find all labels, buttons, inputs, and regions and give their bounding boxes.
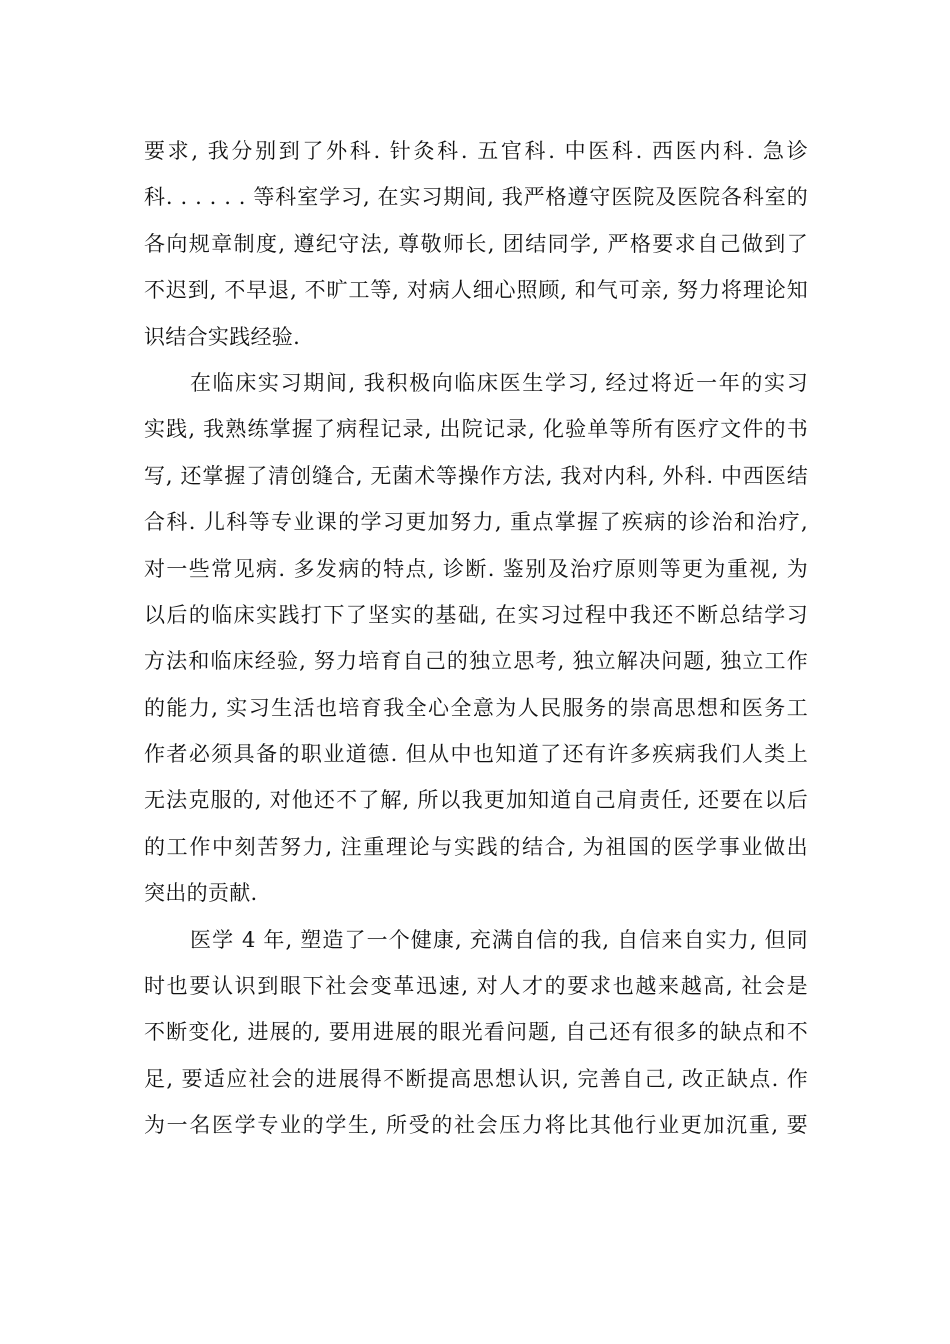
text-line: 为一名医学专业的学生, 所受的社会压力将比其他行业更加沉重, 要 — [144, 1113, 808, 1138]
text-line: 方法和临床经验, 努力培育自己的独立思考, 独立解决问题, 独立工作 — [144, 649, 808, 674]
text-line: 无法克服的, 对他还不了解, 所以我更加知道自己肩责任, 还要在以后 — [144, 788, 808, 813]
text-line: 时也要认识到眼下社会变革迅速, 对人才的要求也越来越高, 社会是 — [144, 974, 808, 999]
text-line: 不断变化, 进展的, 要用进展的眼光看问题, 自己还有很多的缺点和不 — [144, 1020, 808, 1045]
text-line: 要求, 我分别到了外科. 针灸科. 五官科. 中医科. 西医内科. 急诊 — [144, 139, 808, 163]
text-line: 在临床实习期间, 我积极向临床医生学习, 经过将近一年的实习 — [190, 370, 808, 395]
text-line: 的能力, 实习生活也培育我全心全意为人民服务的崇高思想和医务工 — [144, 695, 808, 720]
text-line: 各向规章制度, 遵纪守法, 尊敬师长, 团结同学, 严格要求自己做到了 — [144, 231, 808, 256]
text-line: 识结合实践经验. — [144, 324, 301, 349]
text-line: 写, 还掌握了清创缝合, 无菌术等操作方法, 我对内科, 外科. 中西医结 — [144, 463, 808, 488]
text-line: 以后的临床实践打下了坚实的基础, 在实习过程中我还不断总结学习 — [144, 602, 808, 627]
text-line: 突出的贡献. — [144, 881, 258, 906]
paragraph-1 — [144, 128, 808, 360]
text-line: 不迟到, 不早退, 不旷工等, 对病人细心照顾, 和气可亲, 努力将理论知 — [144, 278, 808, 303]
paragraph-2 — [144, 360, 808, 917]
text-line: 作者必须具备的职业道德. 但从中也知道了还有许多疾病我们人类上 — [144, 742, 808, 767]
text-line: 医学 4 年, 塑造了一个健康, 充满自信的我, 自信来自实力, 但同 — [190, 927, 808, 952]
text-line: 实践, 我熟练掌握了病程记录, 出院记录, 化验单等所有医疗文件的书 — [144, 417, 808, 442]
text-line: 科. . . . . . 等科室学习, 在实习期间, 我严格遵守医院及医院各科室的 — [144, 185, 808, 210]
text-line: 的工作中刻苦努力, 注重理论与实践的结合, 为祖国的医学事业做出 — [144, 834, 808, 859]
paragraph-3 — [144, 917, 808, 1149]
text-line: 对一些常见病. 多发病的特点, 诊断. 鉴别及治疗原则等更为重视, 为 — [144, 556, 808, 581]
text-line: 足, 要适应社会的进展得不断提高思想认识, 完善自己, 改正缺点. 作 — [144, 1066, 808, 1091]
document-body — [144, 128, 808, 1149]
text-line: 合科. 儿科等专业课的学习更加努力, 重点掌握了疾病的诊治和治疗, — [144, 510, 808, 535]
